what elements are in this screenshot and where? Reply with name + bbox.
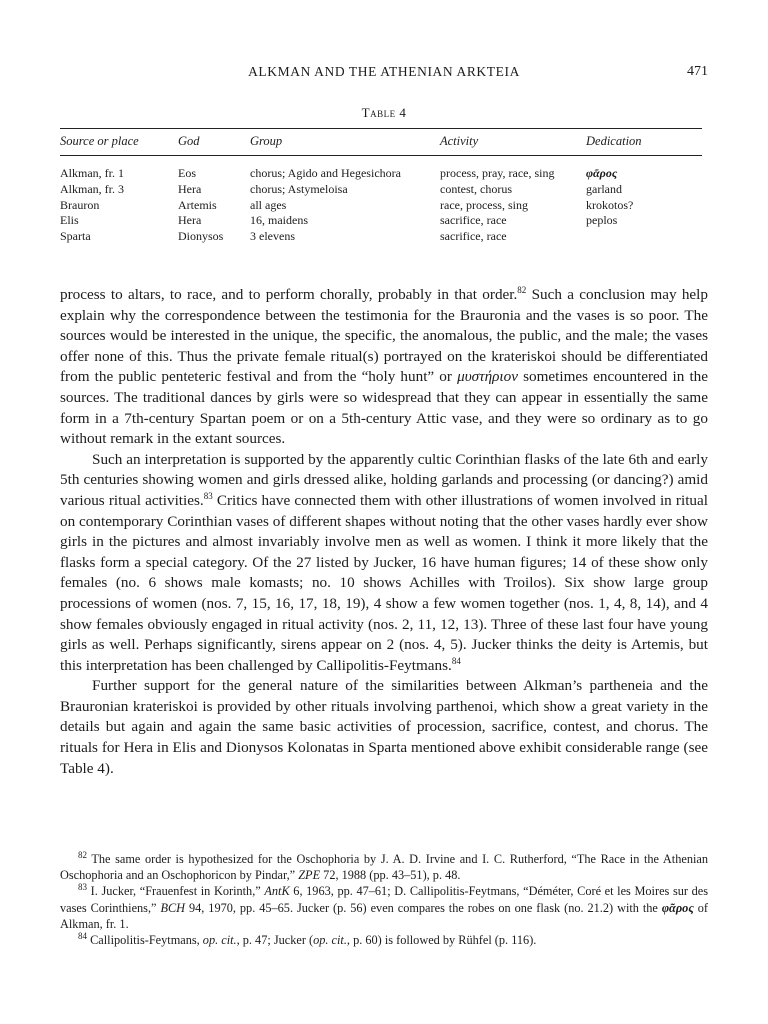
paragraph-1 — [60, 285, 708, 450]
footnote-84 — [60, 932, 708, 948]
journal-title: BCH — [160, 900, 186, 915]
body-text — [60, 285, 708, 779]
text-run: , p. 60) is followed by Rühfel (p. 116). — [346, 933, 537, 948]
table-cell: sacrifice, race — [440, 229, 507, 244]
table-cell: Eos — [178, 166, 196, 180]
table-row — [60, 198, 702, 214]
footnote-ref: 84 — [451, 655, 461, 666]
table-caption: Table 4 — [361, 105, 407, 120]
footnotes — [60, 851, 708, 948]
table-row — [60, 229, 702, 245]
text-run: Further support for the general nature of the similarities between Alkman’s partheneia and the Brauronian krateriskoi is provided by other rituals involving parthenoi, which show a great variety in the details but again and again the same basic activities of procession, sacrifice, contest, and chorus. The rituals for Hera in Elis and Dionysos Kolonatas in Sparta mentioned above exhibit considerable range (see Table 4). — [60, 677, 708, 777]
table-cell: Elis — [60, 213, 79, 228]
text-run: 94, 1970, pp. 45–65. Jucker (p. 56) even compares the robes on one flask (no. 21.2) with the — [185, 900, 662, 915]
text-run: 6, 1963, pp. 47–61; D. Callipolitis-Feytmans, “Déméter, Coré et les Moires sur des vases Corinthiens,” — [60, 884, 708, 915]
table-cell: Brauron — [60, 197, 100, 212]
paragraph-3 — [60, 676, 708, 779]
table-cell: Alkman, fr. 3 — [60, 181, 124, 196]
running-head: ALKMAN AND THE ATHENIAN ARKTEIA — [248, 64, 520, 79]
op-cit: op. cit. — [313, 933, 347, 948]
footnote-number: 84 — [78, 930, 87, 941]
footnote-number: 82 — [78, 849, 87, 860]
text-run: , p. 47; Jucker ( — [236, 933, 314, 948]
column-header: Dedication — [586, 129, 702, 156]
table-cell: race, process, sing — [440, 197, 528, 212]
op-cit: op. cit. — [202, 933, 237, 948]
text-run: The same order is hypothesized for the Oschophoria by J. A. D. Irvine and I. C. Rutherford, “The Race in the Athenian Oschophoria and an Oschophoricon by Pindar,” — [60, 852, 708, 883]
table-cell: sacrifice, race — [440, 213, 507, 228]
table-row — [60, 213, 702, 229]
table-cell: Alkman, fr. 1 — [60, 166, 124, 180]
greek-term: φᾶρος — [661, 900, 694, 915]
table-cell: 3 elevens — [250, 229, 295, 244]
table-cell: krokotos? — [586, 197, 634, 212]
table-header-row — [60, 129, 702, 156]
table-cell: chorus; Astymeloisa — [250, 181, 348, 196]
table-cell: garland — [586, 181, 622, 196]
table-cell: Sparta — [60, 229, 91, 244]
table-cell: peplos — [586, 213, 618, 228]
column-header: God — [178, 129, 250, 156]
table-cell: Hera — [178, 213, 202, 228]
text-run: process to altars, to race, and to perform chorally, probably in that order. — [60, 286, 518, 303]
table-cell: Dionysos — [178, 229, 224, 244]
text-run: 72, 1988 (pp. 43–51), p. 48. — [320, 868, 461, 883]
footnote-82 — [60, 851, 708, 883]
page-header — [60, 64, 708, 82]
text-run: Critics have connected them with other illustrations of women involved in ritual on contemporary Corinthian vases of different shapes without noting that the other vases hardly ever show girls in the pictures and almost invariably involve men as well as women. I think it more likely that the flasks form a special category. Of the 27 listed by Jucker, 16 have human figures; 14 of these show only females (no. 6 shows male komasts; no. 10 shows Achilles with Troilos). Six show large group processions of women (nos. 7, 15, 16, 17, 18, 19), 4 show a few women together (nos. 1, 4, 8, 14), and 4 show females obviously engaged in ritual activity (nos. 2, 11, 12, 13). Three of these last four have young girls as well. Perhaps significantly, sirens appear on 2 (nos. 4, 5). Jucker thinks the deity is Artemis, but this interpretation has been challenged by Callipolitis-Feytmans. — [60, 491, 708, 674]
table-cell: Hera — [178, 181, 202, 196]
table-row — [60, 182, 702, 198]
text-run: Such a conclusion may help explain why the correspondence between the testimonia for the Brauronia and the vases is so poor. The sources would be interested in the unique, the specific, the anomalous, the public, and the male; the vases offer none of this. Thus the private female ritual(s) portrayed on the krateriskoi should be differentiated from the public penteteric festival and from the “holy hunt” or — [60, 286, 708, 386]
table-cell: process, pray, race, sing — [440, 166, 555, 180]
footnote-ref: 82 — [517, 284, 527, 295]
table-cell: all ages — [250, 197, 287, 212]
table-cell: 16, maidens — [250, 213, 308, 228]
text-run: Callipolitis-Feytmans, — [87, 933, 203, 948]
text-run: I. Jucker, “Frauenfest in Korinth,” — [87, 884, 265, 899]
book-page — [60, 0, 708, 1024]
greek-term: μυστήριον — [457, 368, 518, 386]
footnote-number: 83 — [78, 882, 87, 893]
table-cell: φᾶρος — [586, 166, 618, 180]
table-row — [60, 156, 702, 182]
paragraph-2 — [60, 450, 708, 677]
table-cell: contest, chorus — [440, 181, 512, 196]
table-cell: Artemis — [178, 197, 217, 212]
page-number: 471 — [687, 64, 708, 79]
journal-title: ZPE — [298, 868, 321, 883]
comparison-table — [60, 128, 702, 245]
text-run: Such an interpretation is supported by the apparently cultic Corinthian flasks of the late 6th and early 5th centuries showing women and girls dressed alike, holding garlands and processing (or dancing?) amid various ritual activities. — [60, 450, 708, 509]
text-run: of Alkman, fr. 1. — [60, 900, 708, 931]
column-header: Group — [250, 129, 440, 156]
column-header: Source or place — [60, 129, 178, 156]
table-cell — [586, 229, 702, 245]
footnote-83 — [60, 883, 708, 932]
text-run: sometimes encountered in the sources. The traditional dances by girls were so widespread that they can appear in essentially the same form in a 7th-century Spartan poem or on a 5th-century Attic vase, and they were so ordinary as to go without remark in the extant sources. — [60, 368, 709, 448]
column-header: Activity — [440, 129, 586, 156]
footnote-ref: 83 — [203, 490, 213, 501]
table-cell: chorus; Agido and Hegesichora — [250, 166, 401, 180]
journal-title: AntK — [264, 884, 290, 899]
